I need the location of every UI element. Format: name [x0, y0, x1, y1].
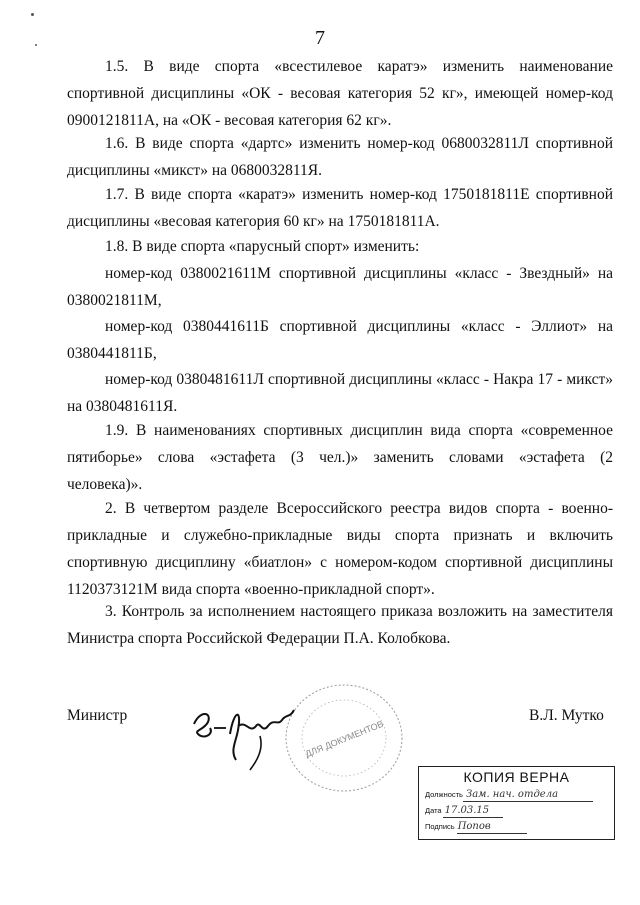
paragraph-1-9: 1.9. В наименованиях спортивных дисциплин вида спорта «современное пятиборье» слова «эстафета (3 чел.)» заменить словами «эстафета (2 человека)».: [67, 422, 613, 493]
copy-certified-stamp: [418, 766, 615, 840]
stamp-title: КОПИЯ ВЕРНА: [463, 769, 570, 785]
stamp-position-label: Должность: [425, 790, 463, 799]
stamp-signature-rule: [457, 833, 527, 834]
stamp-signature-value: Попов: [457, 821, 491, 832]
stamp-position-line: [425, 789, 558, 800]
scan-speck: [31, 13, 34, 16]
page-number: 7: [315, 27, 325, 49]
stamp-signature-line: [425, 821, 491, 832]
stamp-position-rule: [463, 801, 593, 802]
minister-signature: [190, 690, 310, 780]
stamp-date-value: 17.03.15: [444, 805, 490, 816]
paragraph-1-6: 1.6. В виде спорта «дартс» изменить номер-код 0680032811Л спортивной дисциплины «микст» на 0680032811Я.: [67, 135, 613, 179]
signatory-title: Министр: [67, 707, 128, 724]
signatory-name: В.Л. Мутко: [529, 707, 604, 724]
stamp-date-rule: [443, 817, 503, 818]
paragraph-1-7: 1.7. В виде спорта «каратэ» изменить номер-код 1750181811Е спортивной дисциплины «весовая категория 60 кг» на 1750181811А.: [67, 186, 613, 230]
paragraph-2: 2. В четвертом разделе Всероссийского реестра видов спорта - военно-прикладные и служебно-прикладные виды спорта признать и включить спортивную дисциплину «биатлон» с номером-кодом спортивной дисциплины 1120373121М вида спорта «военно-прикладной спорт».: [67, 500, 613, 598]
seal-text: ДЛЯ ДОКУМЕНТОВ: [303, 718, 385, 760]
stamp-date-line: [425, 805, 489, 816]
stamp-signature-label: Подпись: [425, 822, 455, 831]
paragraph-1-5: 1.5. В виде спорта «всестилевое каратэ» изменить наименование спортивной дисциплины «ОК - весовая категория 52 кг», имеющей номер-код 0900121811А, на «ОК - весовая категория 62 кг».: [67, 58, 613, 129]
paragraph-1-8-item-b: номер-код 0380441611Б спортивной дисциплины «класс - Эллиот» на 0380441811Б,: [67, 318, 613, 362]
stamp-position-value: Зам. нач. отдела: [465, 789, 559, 800]
paragraph-1-8: 1.8. В виде спорта «парусный спорт» изменить:: [105, 238, 420, 255]
stamp-date-label: Дата: [425, 806, 442, 815]
paragraph-1-8-item-a: номер-код 0380021611М спортивной дисциплины «класс - Звездный» на 0380021811М,: [67, 265, 613, 309]
paragraph-3: 3. Контроль за исполнением настоящего приказа возложить на заместителя Министра спорта Российской Федерации П.А. Колобкова.: [67, 603, 613, 647]
paragraph-1-8-item-c: номер-код 0380481611Л спортивной дисциплины «класс - Накра 17 - микст» на 0380481611Я.: [67, 371, 613, 415]
